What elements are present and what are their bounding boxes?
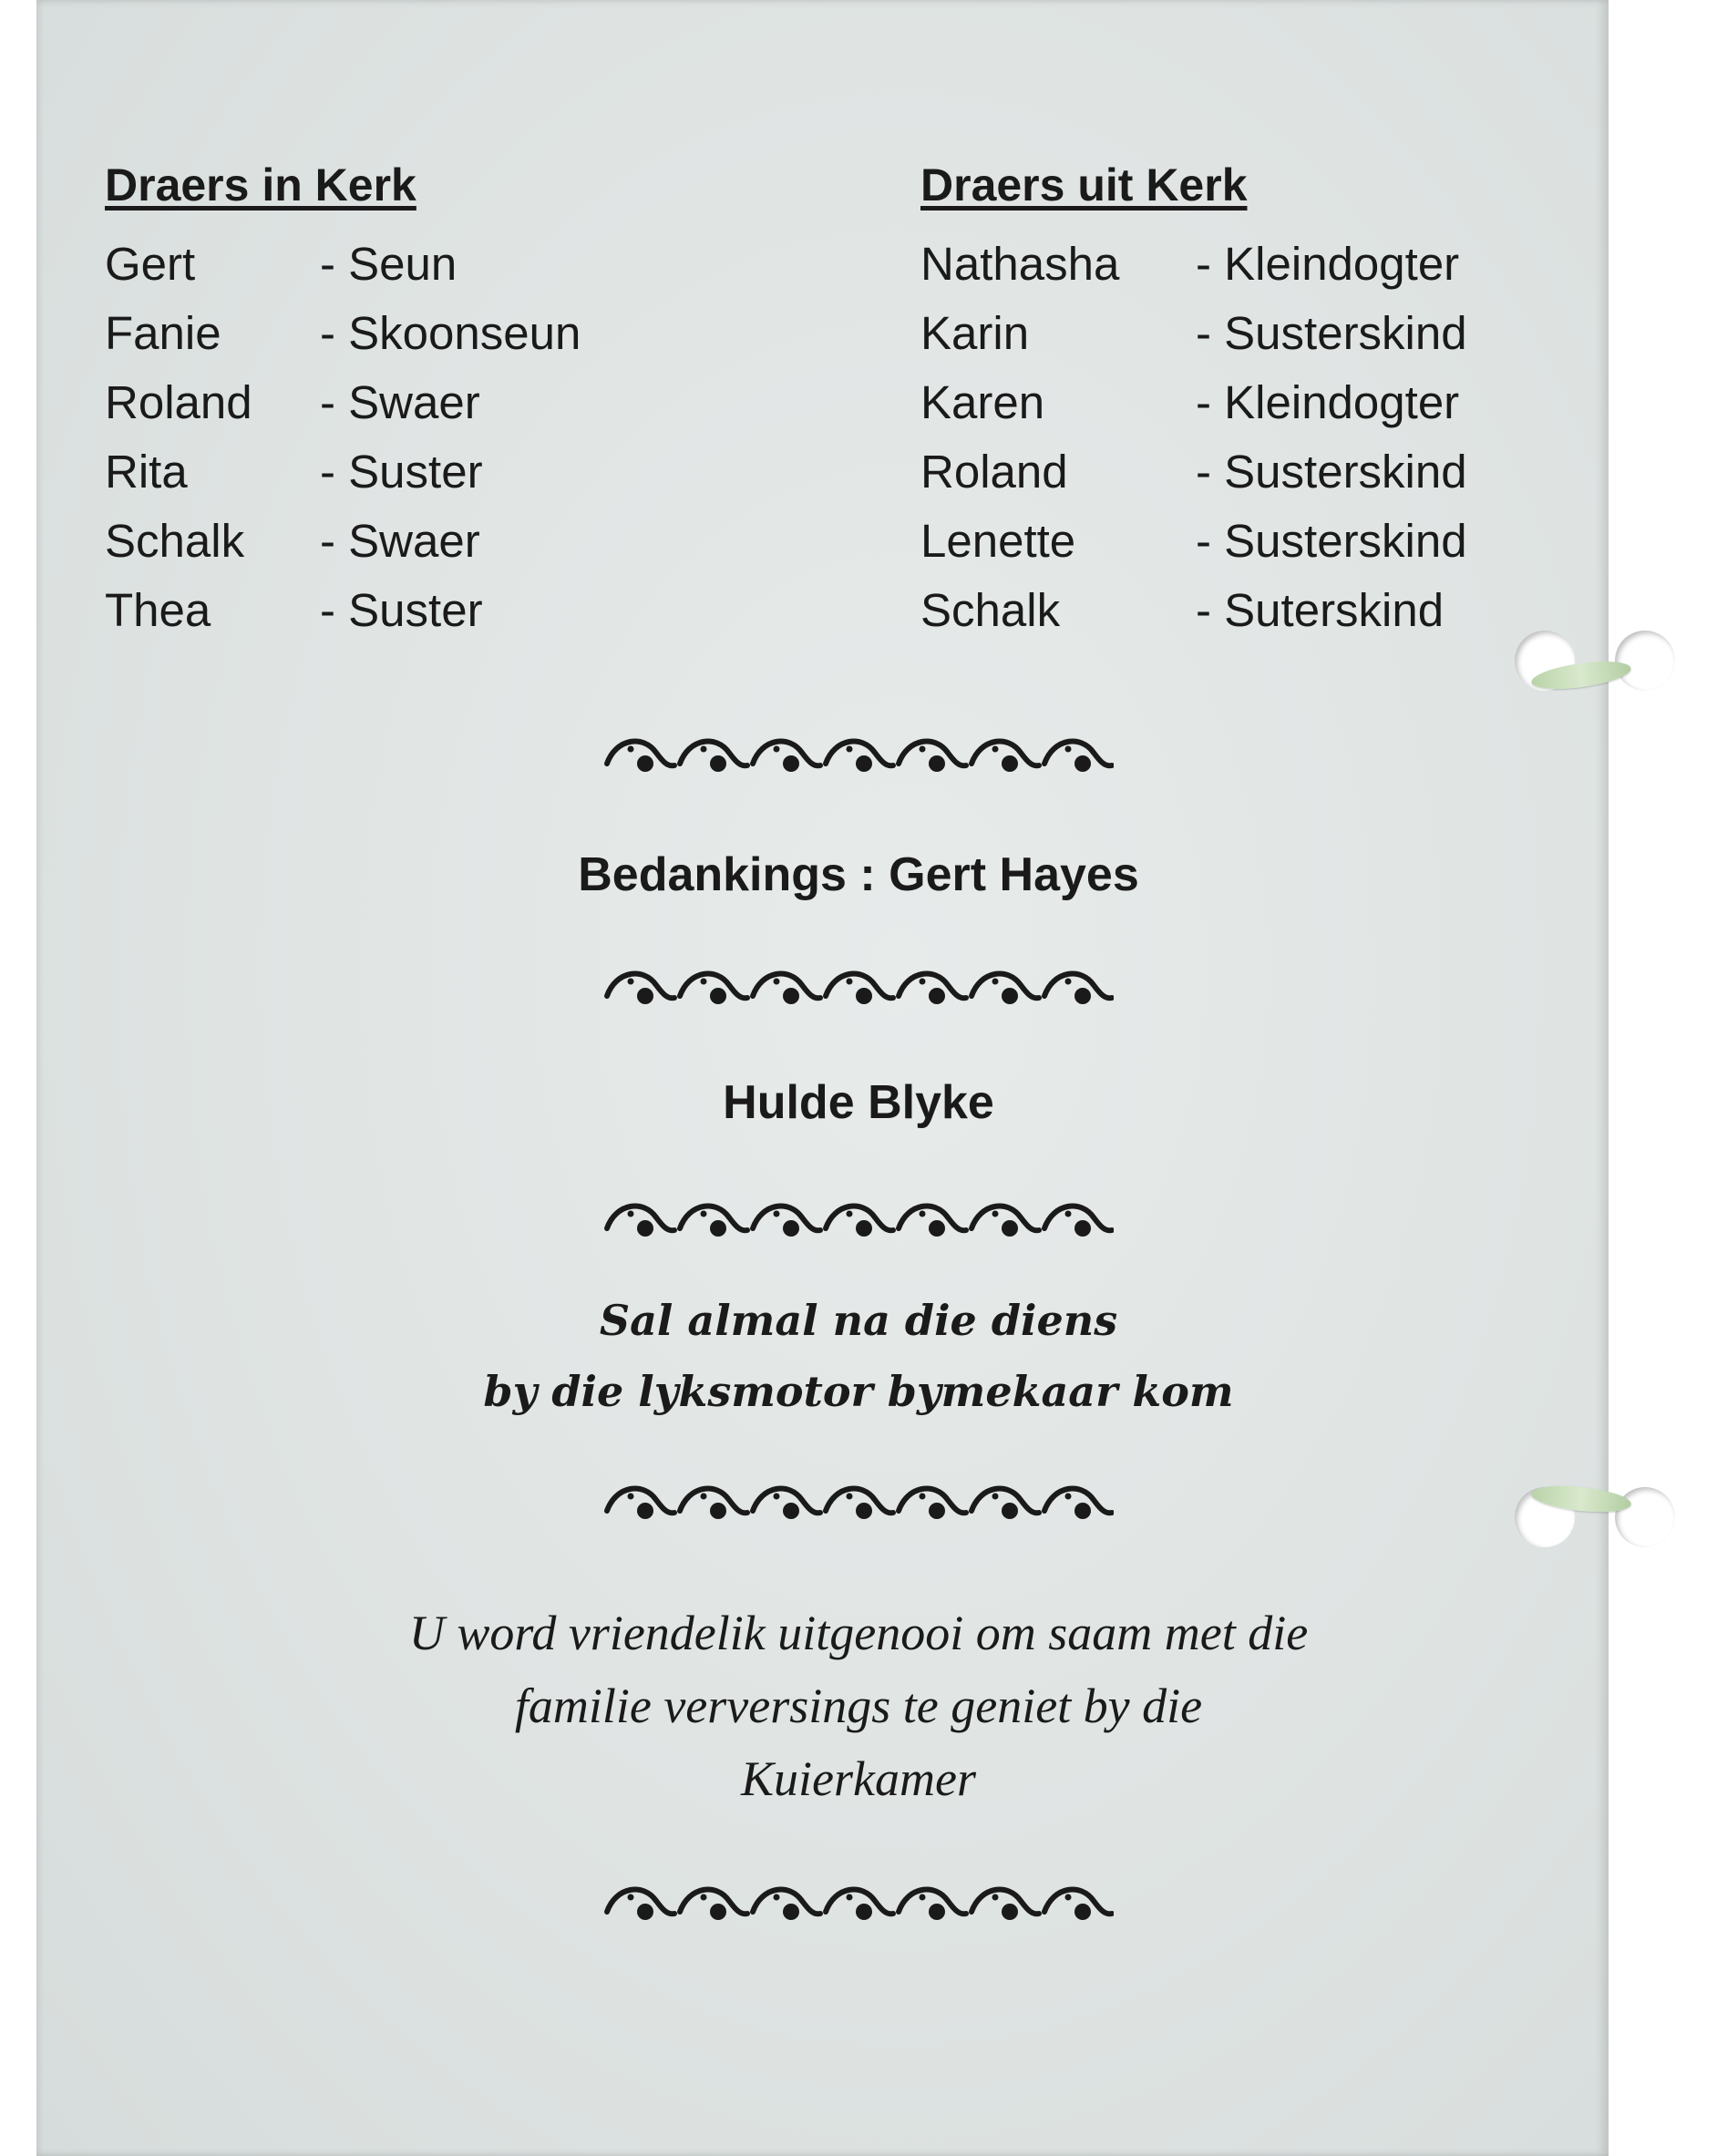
ornament-wave-unit xyxy=(972,1206,1039,1237)
gathering-notice xyxy=(0,1285,1717,1427)
bearers-in-church xyxy=(105,153,797,645)
invitation-line-3: Kuierkamer xyxy=(741,1751,976,1806)
bearer-name: Fanie xyxy=(105,307,221,359)
ornament-divider-2 xyxy=(0,961,1717,1016)
bearer-relation: - Skoonseun xyxy=(320,307,581,359)
ornament-divider-4 xyxy=(0,1476,1717,1531)
list-item xyxy=(920,299,1577,368)
bearer-relation: - Susterskind xyxy=(1196,515,1467,567)
ornament-wave-unit xyxy=(753,1489,820,1520)
ornament-wave-unit xyxy=(826,742,893,773)
invitation-line-2: familie verversings te geniet by die xyxy=(514,1679,1203,1733)
wave-scroll-ornament-icon xyxy=(603,729,1114,784)
list-item xyxy=(920,230,1577,299)
bearer-relation: - Kleindogter xyxy=(1196,376,1460,428)
ornament-wave-unit xyxy=(607,1206,674,1237)
bearers-in-heading: Draers in Kerk xyxy=(105,159,416,210)
ornament-wave-unit xyxy=(899,1489,966,1520)
binding-hole-top-right xyxy=(1615,631,1675,691)
bearer-name: Nathasha xyxy=(920,238,1120,290)
ornament-wave-unit xyxy=(753,1890,820,1921)
bearer-name: Schalk xyxy=(920,584,1061,636)
ornament-wave-unit xyxy=(1044,974,1112,1005)
bearer-name: Roland xyxy=(105,376,252,428)
bearer-relation: - Susterskind xyxy=(1196,307,1467,359)
ornament-wave-unit xyxy=(607,1489,674,1520)
list-item xyxy=(105,576,797,645)
ornament-wave-unit xyxy=(899,1206,966,1237)
gathering-line-2: by die lyksmotor bymekaar kom xyxy=(483,1367,1234,1416)
bearers-out-church xyxy=(920,153,1577,645)
invitation-notice xyxy=(0,1596,1717,1815)
ornament-wave-unit xyxy=(826,1206,893,1237)
list-item xyxy=(920,576,1577,645)
ornament-wave-unit xyxy=(972,1890,1039,1921)
bearers-out-heading: Draers uit Kerk xyxy=(920,159,1248,210)
bearer-relation: - Suster xyxy=(320,584,483,636)
ornament-wave-unit xyxy=(972,1489,1039,1520)
ornament-wave-unit xyxy=(826,1489,893,1520)
list-item xyxy=(105,507,797,576)
bearer-relation: - Suterskind xyxy=(1196,584,1445,636)
ornament-wave-unit xyxy=(1044,742,1112,773)
list-item xyxy=(105,230,797,299)
bearer-name: Gert xyxy=(105,238,196,290)
bearer-relation: - Kleindogter xyxy=(1196,238,1460,290)
ornament-wave-unit xyxy=(826,1890,893,1921)
ornament-wave-unit xyxy=(753,1206,820,1237)
ornament-wave-unit xyxy=(607,974,674,1005)
wave-scroll-ornament-icon xyxy=(603,1194,1114,1248)
bearer-name: Schalk xyxy=(105,515,245,567)
list-item xyxy=(920,507,1577,576)
ornament-wave-unit xyxy=(680,1890,747,1921)
wave-scroll-ornament-icon xyxy=(603,1877,1114,1932)
wave-scroll-ornament-icon xyxy=(603,1476,1114,1531)
ornament-wave-unit xyxy=(1044,1489,1112,1520)
ornament-wave-unit xyxy=(899,742,966,773)
ornament-wave-unit xyxy=(1044,1206,1112,1237)
ornament-divider-5 xyxy=(0,1877,1717,1932)
ornament-wave-unit xyxy=(607,742,674,773)
invitation-line-1: U word vriendelik uitgenooi om saam met die xyxy=(408,1606,1309,1660)
thanks-heading: Bedankings : Gert Hayes xyxy=(578,848,1139,901)
bearer-relation: - Susterskind xyxy=(1196,446,1467,498)
ornament-wave-unit xyxy=(899,1890,966,1921)
ornament-wave-unit xyxy=(680,974,747,1005)
bearer-name: Thea xyxy=(105,584,211,636)
bearer-relation: - Suster xyxy=(320,446,483,498)
bearer-name: Karin xyxy=(920,307,1030,359)
bearer-name: Rita xyxy=(105,446,188,498)
wave-scroll-ornament-icon xyxy=(603,961,1114,1016)
bearer-name: Lenette xyxy=(920,515,1076,567)
list-item xyxy=(920,437,1577,507)
gathering-line-1: Sal almal na die diens xyxy=(599,1296,1118,1345)
ornament-wave-unit xyxy=(607,1890,674,1921)
ornament-wave-unit xyxy=(680,1206,747,1237)
bearer-relation: - Swaer xyxy=(320,376,480,428)
bearer-name: Karen xyxy=(920,376,1045,428)
ornament-wave-unit xyxy=(972,974,1039,1005)
list-item xyxy=(105,437,797,507)
bearer-relation: - Seun xyxy=(320,238,458,290)
ornament-wave-unit xyxy=(899,974,966,1005)
ornament-divider-1 xyxy=(0,729,1717,784)
ornament-wave-unit xyxy=(680,1489,747,1520)
list-item xyxy=(105,368,797,437)
bearer-name: Roland xyxy=(920,446,1068,498)
list-item xyxy=(105,299,797,368)
tributes-heading: Hulde Blyke xyxy=(723,1076,994,1129)
ornament-wave-unit xyxy=(753,974,820,1005)
ornament-wave-unit xyxy=(1044,1890,1112,1921)
ornament-wave-unit xyxy=(972,742,1039,773)
ornament-wave-unit xyxy=(680,742,747,773)
ornament-divider-3 xyxy=(0,1194,1717,1248)
ornament-wave-unit xyxy=(753,742,820,773)
bearer-relation: - Swaer xyxy=(320,515,480,567)
ornament-wave-unit xyxy=(826,974,893,1005)
list-item xyxy=(920,368,1577,437)
